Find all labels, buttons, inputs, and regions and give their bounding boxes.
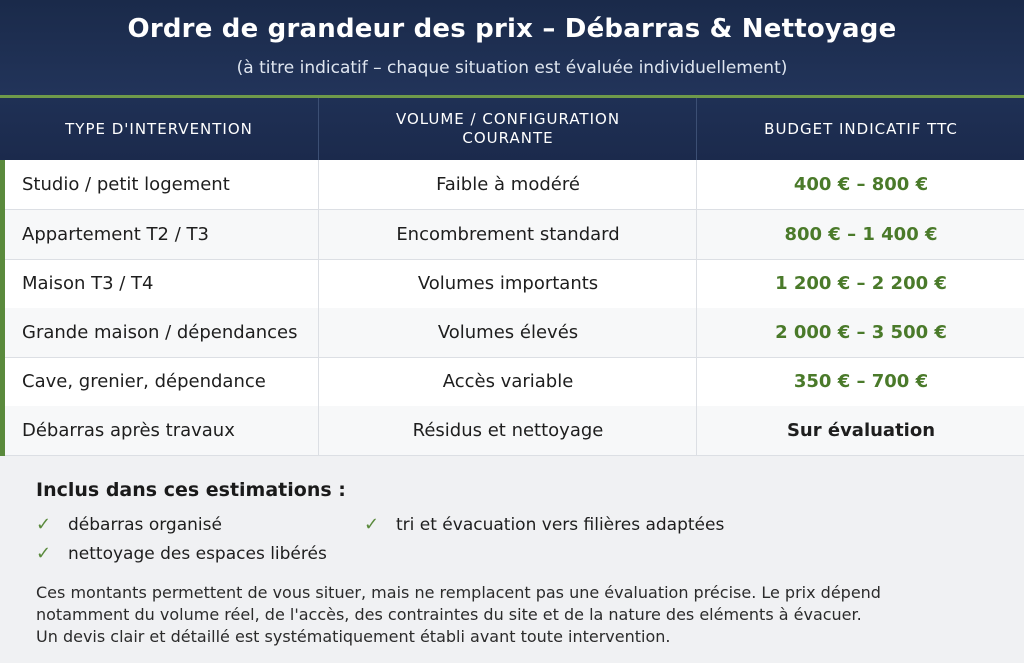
column-header-budget: BUDGET INDICATIF TTC [696, 98, 1024, 160]
cell-volume: Volumes élevés [318, 308, 697, 357]
cell-volume: Encombrement standard [318, 210, 697, 259]
cell-type: Maison T3 / T4 [22, 273, 154, 294]
cell-type: Appartement T2 / T3 [22, 224, 209, 245]
cell-budget: 1 200 € – 2 200 € [696, 259, 1024, 308]
note-line: Un devis clair et détaillé est systématiquement établi avant toute intervention. [36, 627, 671, 646]
cell-budget: 2 000 € – 3 500 € [696, 308, 1024, 357]
column-header-volume-label: VOLUME / CONFIGURATION COURANTE [395, 110, 621, 147]
cell-budget: 800 € – 1 400 € [696, 210, 1024, 259]
page-header [0, 0, 1024, 96]
included-item-label: nettoyage des espaces libérés [68, 543, 327, 564]
page-title: Ordre de grandeur des prix – Débarras & Nettoyage [127, 14, 897, 44]
column-header-type: TYPE D'INTERVENTION [65, 119, 253, 138]
included-item [36, 543, 327, 564]
included-item-label: tri et évacuation vers filières adaptées [396, 514, 725, 535]
cell-type: Cave, grenier, dépendance [22, 371, 266, 392]
cell-volume: Faible à modéré [318, 160, 697, 209]
cell-volume: Volumes importants [318, 259, 697, 308]
included-title: Inclus dans ces estimations : [36, 479, 346, 501]
table-header [0, 98, 1024, 160]
cell-budget: 350 € – 700 € [696, 357, 1024, 406]
note-line: notamment du volume réel, de l'accès, des contraintes du site et de la nature des eléments à évacuer. [36, 605, 862, 624]
cell-type: Débarras après travaux [22, 420, 235, 441]
disclaimer-note [36, 582, 996, 648]
column-header-volume [318, 98, 697, 160]
cell-budget: Sur évaluation [696, 406, 1024, 455]
cell-volume: Résidus et nettoyage [318, 406, 697, 455]
check-icon: ✓ [36, 543, 52, 564]
table-row [0, 308, 1024, 358]
cell-volume: Accès variable [318, 357, 697, 406]
included-item [364, 514, 724, 535]
included-item [36, 514, 222, 535]
table-row [0, 210, 1024, 260]
table-row [0, 160, 1024, 210]
table-row [0, 259, 1024, 309]
price-table [0, 160, 1024, 456]
cell-type: Studio / petit logement [22, 174, 230, 195]
table-row [0, 406, 1024, 456]
cell-type: Grande maison / dépendances [22, 322, 298, 343]
check-icon: ✓ [36, 514, 52, 535]
table-row [0, 357, 1024, 407]
included-item-label: débarras organisé [68, 514, 222, 535]
check-icon: ✓ [364, 514, 380, 535]
table-left-accent [0, 160, 5, 456]
page-subtitle: (à titre indicatif – chaque situation est évaluée individuellement) [236, 58, 788, 78]
cell-budget: 400 € – 800 € [696, 160, 1024, 209]
note-line: Ces montants permettent de vous situer, mais ne remplacent pas une évaluation précise. Le prix dépend [36, 583, 881, 602]
